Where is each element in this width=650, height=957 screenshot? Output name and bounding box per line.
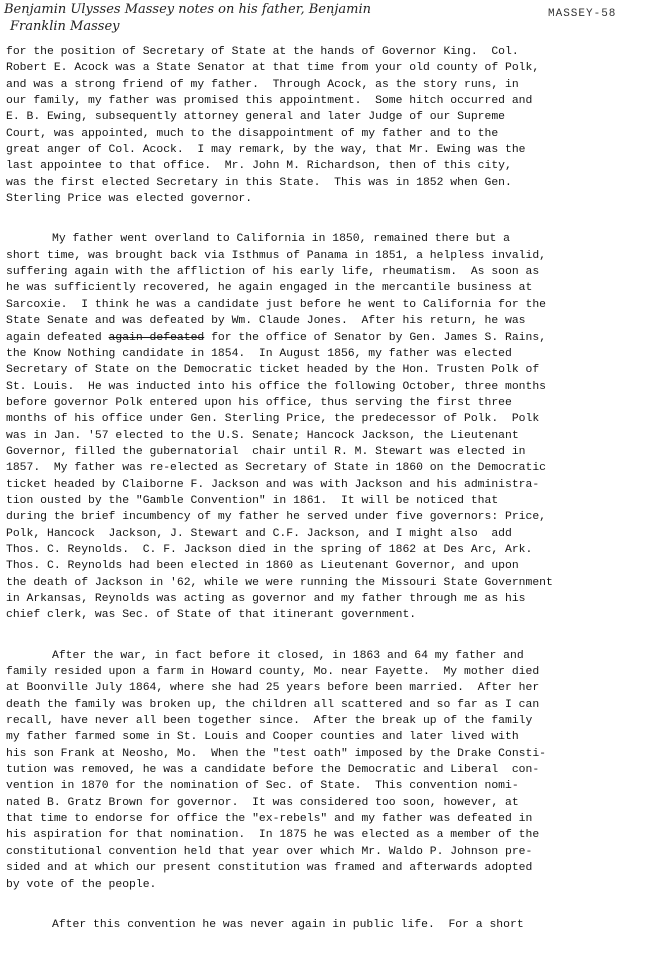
text-line: his son Frank at Neosho, Mo. When the "test oath" imposed by the Drake Consti-: [6, 747, 547, 760]
text-line: Thos. C. Reynolds had been elected in 1860 as Lieutenant Governor, and upon: [6, 560, 519, 573]
paragraph-4: [6, 917, 644, 933]
text-line: Secretary of State on the Democratic ticket headed by the Hon. Trusten Polk of: [6, 364, 540, 377]
text-line: chief clerk, was Sec. of State of that itinerant government.: [6, 609, 417, 622]
text-line: months of his office under Gen. Sterling Price, the predecessor of Polk. Polk: [6, 413, 540, 426]
text-line: Governor, filled the gubernatorial chair until R. M. Stewart was elected in: [6, 445, 526, 458]
text-line: Polk, Hancock Jackson, J. Stewart and C.F. Jackson, and I might also add: [6, 527, 512, 540]
text-line: vention in 1870 for the nomination of Sec. of State. This convention nomi-: [6, 780, 519, 793]
text-line: E. B. Ewing, subsequently attorney general and later Judge of our Supreme: [6, 111, 505, 124]
text-line: our family, my father was promised this appointment. Some hitch occurred and: [6, 95, 533, 108]
text-line: for the position of Secretary of State at the hands of Governor King. Col.: [6, 46, 519, 58]
text-line: family resided upon a farm in Howard county, Mo. near Fayette. My mother died: [6, 666, 540, 679]
text-line: nated B. Gratz Brown for governor. It was considered too soon, however, at: [6, 796, 519, 809]
document-reference: MASSEY-58: [548, 8, 617, 20]
typed-body: [6, 44, 644, 957]
text-line: After this convention he was never again in public life. For a short: [52, 918, 524, 931]
text-line: the Know Nothing candidate in 1854. In August 1856, my father was elected: [6, 347, 512, 360]
text-line: short time, was brought back via Isthmus of Panama in 1851, a helpless invalid,: [6, 249, 547, 262]
text-line: at Boonville July 1864, where she had 25 years before been married. After her: [6, 682, 540, 695]
text-line: tution was removed, he was a candidate before the Democratic and Liberal con-: [6, 764, 540, 777]
text-line: sided and at which our present constitution was framed and afterwards adopted: [6, 862, 533, 875]
text-line: Sterling Price was elected governor.: [6, 193, 253, 206]
text-line: suffering again with the affliction of his early life, rheumatism. As soon as: [6, 266, 540, 279]
text-line: ticket headed by Claiborne F. Jackson and was with Jackson and his administra-: [6, 478, 540, 491]
paragraph-1: [6, 44, 644, 207]
text-line: Robert E. Acock was a State Senator at that time from your old county of Polk,: [6, 62, 540, 75]
text-line: tion ousted by the "Gamble Convention" in 1861. It will be noticed that: [6, 494, 499, 507]
text-line: was in Jan. '57 elected to the U.S. Senate; Hancock Jackson, the Lieutenant: [6, 429, 519, 442]
text-line: that time to endorse for office the "ex-rebels" and my father was defeated in: [6, 813, 533, 826]
text-line: in Arkansas, Reynolds was acting as governor and my father through me as his: [6, 593, 526, 605]
text-line: After the war, in fact before it closed, in 1863 and 64 my father and: [52, 649, 524, 662]
text-line: great anger of Col. Acock. I may remark, by the way, that Mr. Ewing was the: [6, 144, 526, 157]
text-line: by vote of the people.: [6, 878, 157, 891]
paragraph-3: [6, 648, 644, 893]
text-line: was the first elected Secretary in this State. This was in 1852 when Gen.: [6, 176, 512, 189]
text-line: My father went overland to California in 1850, remained there but a: [52, 233, 510, 246]
text-line: 1857. My father was re-elected as Secretary of State in 1860 on the Democratic: [6, 462, 547, 475]
text-line: Court, was appointed, much to the disappointment of my father and to the: [6, 127, 499, 140]
text-line: and was a strong friend of my father. Through Acock, as the story runs, in: [6, 78, 519, 91]
text-line: he was sufficiently recovered, he again engaged in the mercantile business at: [6, 282, 533, 295]
text-line: Sarcoxie. I think he was a candidate just before he went to California for the: [6, 298, 547, 311]
paragraph-2: [6, 231, 644, 623]
handwritten-line-1: Benjamin Ulysses Massey notes on his father, Benjamin: [4, 2, 372, 17]
text-line: before governor Polk entered upon his office, thus serving the first three: [6, 396, 512, 409]
text-line: his aspiration for that nomination. In 1875 he was elected as a member of the: [6, 829, 540, 842]
text-line: constitutional convention held that year over which Mr. Waldo P. Johnson pre-: [6, 845, 533, 858]
text-line: last appointee to that office. Mr. John M. Richardson, then of this city,: [6, 160, 512, 173]
text-fragment: again defeated: [6, 331, 102, 344]
text-fragment: for the office of Senator by Gen. James S. Rains,: [204, 331, 547, 344]
handwritten-line-2: Franklin Massey: [10, 19, 120, 34]
text-line: my father farmed some in St. Louis and Cooper counties and later lived with: [6, 731, 519, 744]
text-line: St. Louis. He was inducted into his office the following October, three months: [6, 380, 547, 393]
text-line: during the brief incumbency of my father he served under five governors: Price,: [6, 511, 547, 524]
struck-out-text: again defeated: [108, 331, 205, 344]
text-line: State Senate and was defeated by Wm. Claude Jones. After his return, he was: [6, 315, 526, 328]
text-line-with-strikeout: [6, 330, 644, 346]
text-line: recall, have never all been together since. After the break up of the family: [6, 715, 533, 728]
text-line: death the family was broken up, the children all scattered and so far as I can: [6, 698, 540, 711]
text-line: Thos. C. Reynolds. C. F. Jackson died in the spring of 1862 at Des Arc, Ark.: [6, 543, 533, 556]
text-line: the death of Jackson in '62, while we were running the Missouri State Government: [6, 576, 553, 589]
